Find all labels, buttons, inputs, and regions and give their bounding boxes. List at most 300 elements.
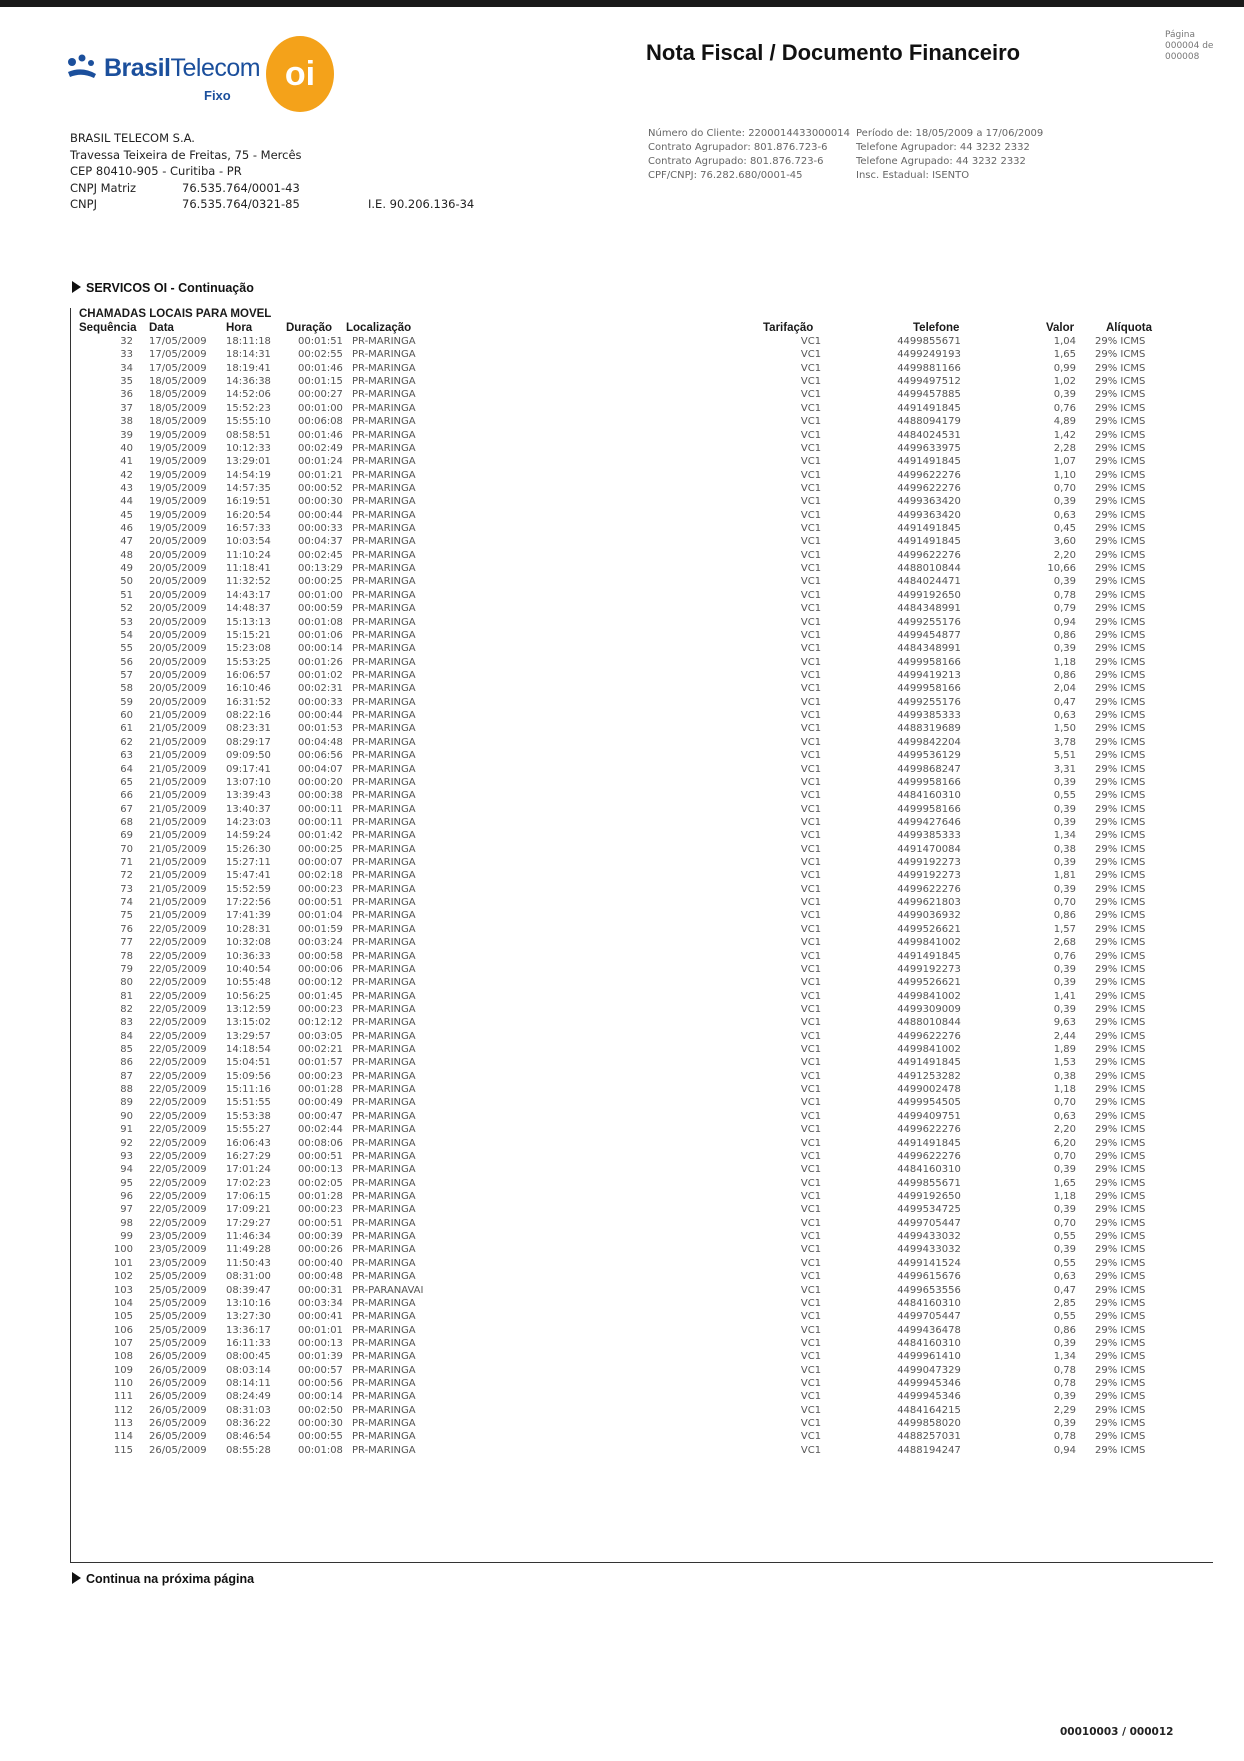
tax-cell: 29% ICMS [1095, 990, 1146, 1002]
tax-cell: 29% ICMS [1095, 496, 1146, 508]
seq-cell: 59 [120, 696, 133, 708]
seq-cell: 63 [120, 750, 133, 762]
tax-cell: 29% ICMS [1095, 1124, 1146, 1136]
duration-cell: 00:02:55 [298, 349, 343, 361]
value-cell: 1,65 [1053, 349, 1076, 361]
date-cell: 18/05/2009 [149, 402, 207, 414]
date-cell: 20/05/2009 [149, 576, 207, 588]
phone-cell: 4491253282 [897, 1070, 961, 1082]
seq-cell: 77 [120, 937, 133, 949]
time-cell: 13:12:59 [226, 1003, 271, 1015]
date-cell: 21/05/2009 [149, 803, 207, 815]
tax-cell: 29% ICMS [1095, 509, 1146, 521]
value-cell: 0,39 [1053, 1164, 1076, 1176]
tax-cell: 29% ICMS [1095, 442, 1146, 454]
seq-cell: 43 [120, 482, 133, 494]
date-cell: 25/05/2009 [149, 1324, 207, 1336]
time-cell: 08:36:22 [226, 1418, 271, 1430]
date-cell: 25/05/2009 [149, 1297, 207, 1309]
table-row [71, 1337, 1213, 1350]
rate-cell: VC1 [800, 870, 822, 882]
seq-cell: 47 [120, 536, 133, 548]
duration-cell: 00:00:23 [298, 1204, 343, 1216]
seq-cell: 102 [113, 1271, 133, 1283]
location-cell: PR-MARINGA [352, 1150, 416, 1162]
time-cell: 08:23:31 [226, 723, 271, 735]
value-cell: 0,63 [1053, 710, 1076, 722]
phone-cell: 4499842204 [897, 736, 961, 748]
tax-cell: 29% ICMS [1095, 1431, 1146, 1443]
date-cell: 26/05/2009 [149, 1444, 207, 1456]
tax-cell: 29% ICMS [1095, 723, 1146, 735]
seq-cell: 55 [120, 643, 133, 655]
value-cell: 0,39 [1053, 883, 1076, 895]
date-cell: 26/05/2009 [149, 1364, 207, 1376]
phone-cell: 4499958166 [897, 656, 961, 668]
duration-cell: 00:02:31 [298, 683, 343, 695]
rate-cell: VC1 [800, 1297, 822, 1309]
time-cell: 18:19:41 [226, 362, 271, 374]
duration-cell: 00:00:20 [298, 776, 343, 788]
header-valor: Valor [1046, 322, 1075, 334]
tax-cell: 29% ICMS [1095, 1364, 1146, 1376]
value-cell: 1,04 [1053, 336, 1076, 347]
phone-cell: 4499961410 [897, 1351, 961, 1363]
value-cell: 1,53 [1053, 1057, 1076, 1069]
duration-cell: 00:01:46 [298, 362, 343, 374]
value-cell: 0,39 [1053, 1204, 1076, 1216]
time-cell: 14:18:54 [226, 1044, 271, 1056]
rate-cell: VC1 [800, 1097, 822, 1109]
date-cell: 26/05/2009 [149, 1378, 207, 1390]
table-row [71, 1430, 1213, 1443]
time-cell: 08:31:00 [226, 1271, 271, 1283]
date-cell: 22/05/2009 [149, 1030, 207, 1042]
value-cell: 0,55 [1053, 790, 1076, 802]
time-cell: 08:14:11 [226, 1378, 271, 1390]
phone-cell: 4499457885 [897, 389, 961, 401]
duration-cell: 00:01:39 [298, 1351, 343, 1363]
location-cell: PR-MARINGA [352, 1204, 416, 1216]
time-cell: 13:39:43 [226, 790, 271, 802]
time-cell: 15:47:41 [226, 870, 271, 882]
date-cell: 21/05/2009 [149, 723, 207, 735]
date-cell: 17/05/2009 [149, 362, 207, 374]
time-cell: 14:48:37 [226, 603, 271, 615]
location-cell: PR-MARINGA [352, 723, 416, 735]
value-cell: 0,39 [1053, 1418, 1076, 1430]
value-cell: 1,81 [1053, 870, 1076, 882]
value-cell: 0,94 [1053, 616, 1076, 628]
phone-cell: 4491491845 [897, 1057, 961, 1069]
value-cell: 0,39 [1053, 1244, 1076, 1256]
seq-cell: 39 [120, 429, 133, 441]
rate-cell: VC1 [800, 1231, 822, 1243]
phone-cell: 4499192273 [897, 857, 961, 869]
location-cell: PR-MARINGA [352, 416, 416, 428]
date-cell: 21/05/2009 [149, 843, 207, 855]
tax-cell: 29% ICMS [1095, 416, 1146, 428]
tax-cell: 29% ICMS [1095, 1324, 1146, 1336]
seq-cell: 78 [120, 950, 133, 962]
duration-cell: 00:00:14 [298, 643, 343, 655]
table-row [71, 616, 1213, 629]
seq-cell: 49 [120, 563, 133, 575]
location-cell: PR-MARINGA [352, 950, 416, 962]
tax-cell: 29% ICMS [1095, 910, 1146, 922]
location-cell: PR-MARINGA [352, 362, 416, 374]
phone-cell: 4499433032 [897, 1231, 961, 1243]
phone-cell: 4488319689 [897, 723, 961, 735]
rate-cell: VC1 [800, 750, 822, 762]
brasil-telecom-logo-icon [64, 52, 100, 88]
location-cell: PR-MARINGA [352, 1271, 416, 1283]
value-cell: 0,47 [1053, 696, 1076, 708]
time-cell: 15:26:30 [226, 843, 271, 855]
time-cell: 10:40:54 [226, 963, 271, 975]
date-cell: 22/05/2009 [149, 1150, 207, 1162]
duration-cell: 00:00:23 [298, 1070, 343, 1082]
duration-cell: 00:01:45 [298, 990, 343, 1002]
tax-cell: 29% ICMS [1095, 1311, 1146, 1323]
location-cell: PR-MARINGA [352, 402, 416, 414]
rate-cell: VC1 [800, 629, 822, 641]
tax-cell: 29% ICMS [1095, 389, 1146, 401]
location-cell: PR-MARINGA [352, 937, 416, 949]
value-cell: 0,55 [1053, 1257, 1076, 1269]
rate-cell: VC1 [800, 723, 822, 735]
table-row [71, 990, 1213, 1003]
location-cell: PR-MARINGA [352, 496, 416, 508]
table-row [71, 843, 1213, 856]
seq-cell: 85 [120, 1044, 133, 1056]
rate-cell: VC1 [800, 429, 822, 441]
tax-cell: 29% ICMS [1095, 643, 1146, 655]
tax-cell: 29% ICMS [1095, 710, 1146, 722]
value-cell: 2,29 [1053, 1404, 1076, 1416]
date-cell: 21/05/2009 [149, 736, 207, 748]
seq-cell: 96 [120, 1191, 133, 1202]
duration-cell: 00:00:33 [298, 523, 343, 535]
seq-cell: 103 [113, 1284, 133, 1296]
duration-cell: 00:00:25 [298, 843, 343, 855]
table-row [71, 869, 1213, 882]
rate-cell: VC1 [800, 1351, 822, 1363]
date-cell: 22/05/2009 [149, 1191, 207, 1202]
seq-cell: 80 [120, 977, 133, 989]
tax-cell: 29% ICMS [1095, 1204, 1146, 1216]
phone-cell: 4499409751 [897, 1110, 961, 1122]
table-row [71, 482, 1213, 495]
value-cell: 1,18 [1053, 1084, 1076, 1096]
time-cell: 10:28:31 [226, 923, 271, 935]
rate-cell: VC1 [800, 1364, 822, 1376]
date-cell: 25/05/2009 [149, 1284, 207, 1296]
time-cell: 11:50:43 [226, 1257, 271, 1269]
duration-cell: 00:01:53 [298, 723, 343, 735]
rate-cell: VC1 [800, 1137, 822, 1149]
value-cell: 1,41 [1053, 990, 1076, 1002]
date-cell: 22/05/2009 [149, 1044, 207, 1056]
location-cell: PR-MARINGA [352, 1124, 416, 1136]
duration-cell: 00:00:26 [298, 1244, 343, 1256]
seq-cell: 65 [120, 776, 133, 788]
tax-cell: 29% ICMS [1095, 750, 1146, 762]
value-cell: 0,39 [1053, 816, 1076, 828]
table-row [71, 1163, 1213, 1176]
value-cell: 6,20 [1053, 1137, 1076, 1149]
phone-cell: 4499526621 [897, 923, 961, 935]
location-cell: PR-MARINGA [352, 1044, 416, 1056]
duration-cell: 00:00:40 [298, 1257, 343, 1269]
tax-cell: 29% ICMS [1095, 937, 1146, 949]
location-cell: PR-MARINGA [352, 1364, 416, 1376]
date-cell: 22/05/2009 [149, 923, 207, 935]
time-cell: 15:55:27 [226, 1124, 271, 1136]
duration-cell: 00:04:07 [298, 763, 343, 775]
duration-cell: 00:06:56 [298, 750, 343, 762]
rate-cell: VC1 [800, 469, 822, 481]
location-cell: PR-MARINGA [352, 456, 416, 468]
location-cell: PR-MARINGA [352, 710, 416, 722]
rate-cell: VC1 [800, 1244, 822, 1256]
location-cell: PR-MARINGA [352, 442, 416, 454]
phone-cell: 4499249193 [897, 349, 961, 361]
rate-cell: VC1 [800, 790, 822, 802]
duration-cell: 00:00:51 [298, 1217, 343, 1229]
time-cell: 10:56:25 [226, 990, 271, 1002]
tax-cell: 29% ICMS [1095, 1337, 1146, 1349]
duration-cell: 00:00:47 [298, 1110, 343, 1122]
duration-cell: 00:00:13 [298, 1164, 343, 1176]
seq-cell: 33 [120, 349, 133, 361]
value-cell: 2,85 [1053, 1297, 1076, 1309]
duration-cell: 00:00:11 [298, 816, 343, 828]
location-cell: PR-MARINGA [352, 563, 416, 575]
phone-cell: 4499427646 [897, 816, 961, 828]
duration-cell: 00:00:55 [298, 1431, 343, 1443]
seq-cell: 86 [120, 1057, 133, 1069]
time-cell: 14:36:38 [226, 376, 271, 388]
value-cell: 0,70 [1053, 1150, 1076, 1162]
time-cell: 17:06:15 [226, 1191, 271, 1202]
location-cell: PR-PARANAVAI [352, 1284, 424, 1296]
phone-cell: 4499653556 [897, 1284, 961, 1296]
time-cell: 15:52:23 [226, 402, 271, 414]
tax-cell: 29% ICMS [1095, 870, 1146, 882]
duration-cell: 00:00:23 [298, 883, 343, 895]
duration-cell: 00:08:06 [298, 1137, 343, 1149]
phone-cell: 4499622276 [897, 469, 961, 481]
date-cell: 18/05/2009 [149, 416, 207, 428]
location-cell: PR-MARINGA [352, 1231, 416, 1243]
location-cell: PR-MARINGA [352, 523, 416, 535]
tax-cell: 29% ICMS [1095, 683, 1146, 695]
table-row [71, 1070, 1213, 1083]
tax-cell: 29% ICMS [1095, 456, 1146, 468]
location-cell: PR-MARINGA [352, 776, 416, 788]
duration-cell: 00:00:39 [298, 1231, 343, 1243]
value-cell: 0,86 [1053, 1324, 1076, 1336]
location-cell: PR-MARINGA [352, 549, 416, 561]
seq-cell: 75 [120, 910, 133, 922]
time-cell: 15:13:13 [226, 616, 271, 628]
date-cell: 22/05/2009 [149, 950, 207, 962]
rate-cell: VC1 [800, 776, 822, 788]
time-cell: 15:15:21 [226, 629, 271, 641]
value-cell: 0,55 [1053, 1311, 1076, 1323]
time-cell: 11:10:24 [226, 549, 271, 561]
date-cell: 20/05/2009 [149, 683, 207, 695]
table-row [71, 642, 1213, 655]
date-cell: 20/05/2009 [149, 669, 207, 681]
table-caption: CHAMADAS LOCAIS PARA MOVEL [79, 308, 272, 320]
time-cell: 08:31:03 [226, 1404, 271, 1416]
table-row [71, 816, 1213, 829]
seq-cell: 87 [120, 1070, 133, 1082]
seq-cell: 91 [120, 1124, 133, 1136]
duration-cell: 00:02:45 [298, 549, 343, 561]
date-cell: 22/05/2009 [149, 1017, 207, 1029]
value-cell: 1,34 [1053, 1351, 1076, 1363]
value-cell: 4,89 [1053, 416, 1076, 428]
seq-cell: 64 [120, 763, 133, 775]
seq-cell: 45 [120, 509, 133, 521]
tax-cell: 29% ICMS [1095, 629, 1146, 641]
date-cell: 20/05/2009 [149, 549, 207, 561]
value-cell: 9,63 [1053, 1017, 1076, 1029]
duration-cell: 00:00:38 [298, 790, 343, 802]
rate-cell: VC1 [800, 1204, 822, 1216]
location-cell: PR-MARINGA [352, 1337, 416, 1349]
location-cell: PR-MARINGA [352, 1110, 416, 1122]
company-info: BRASIL TELECOM S.A. Travessa Teixeira de Freitas, 75 - Mercês CEP 80410-905 - Curitiba - PR CNPJ Matriz 76.535.764/0001-43 CNPJ 76.535.764/0321-85 I.E. 90.206.136-34 [70, 131, 475, 211]
value-cell: 0,86 [1053, 910, 1076, 922]
duration-cell: 00:01:42 [298, 830, 343, 842]
table-row [71, 1230, 1213, 1243]
date-cell: 19/05/2009 [149, 469, 207, 481]
table-row [71, 1137, 1213, 1150]
table-header [71, 322, 1213, 336]
duration-cell: 00:01:24 [298, 456, 343, 468]
duration-cell: 00:01:08 [298, 616, 343, 628]
date-cell: 21/05/2009 [149, 790, 207, 802]
time-cell: 08:29:17 [226, 736, 271, 748]
date-cell: 22/05/2009 [149, 1217, 207, 1229]
table-row [71, 629, 1213, 642]
location-cell: PR-MARINGA [352, 1418, 416, 1430]
location-cell: PR-MARINGA [352, 1404, 416, 1416]
location-cell: PR-MARINGA [352, 816, 416, 828]
rate-cell: VC1 [800, 482, 822, 494]
table-row [71, 442, 1213, 455]
phone-cell: 4499958166 [897, 683, 961, 695]
time-cell: 08:03:14 [226, 1364, 271, 1376]
tax-cell: 29% ICMS [1095, 857, 1146, 869]
seq-cell: 106 [113, 1324, 133, 1336]
time-cell: 08:24:49 [226, 1391, 271, 1403]
top-border [0, 0, 1244, 7]
value-cell: 0,39 [1053, 776, 1076, 788]
date-cell: 22/05/2009 [149, 1124, 207, 1136]
tax-cell: 29% ICMS [1095, 897, 1146, 909]
seq-cell: 60 [120, 710, 133, 722]
phone-cell: 4499615676 [897, 1271, 961, 1283]
table-row [71, 495, 1213, 508]
phone-cell: 4491470084 [897, 843, 961, 855]
seq-cell: 79 [120, 963, 133, 975]
duration-cell: 00:01:00 [298, 589, 343, 601]
rate-cell: VC1 [800, 803, 822, 815]
rate-cell: VC1 [800, 990, 822, 1002]
duration-cell: 00:00:59 [298, 603, 343, 615]
value-cell: 0,86 [1053, 669, 1076, 681]
location-cell: PR-MARINGA [352, 1391, 416, 1403]
table-body [71, 335, 1213, 1457]
value-cell: 2,44 [1053, 1030, 1076, 1042]
time-cell: 09:09:50 [226, 750, 271, 762]
location-cell: PR-MARINGA [352, 1137, 416, 1149]
location-cell: PR-MARINGA [352, 1257, 416, 1269]
tax-cell: 29% ICMS [1095, 1017, 1146, 1029]
seq-cell: 98 [120, 1217, 133, 1229]
time-cell: 15:23:08 [226, 643, 271, 655]
date-cell: 20/05/2009 [149, 589, 207, 601]
rate-cell: VC1 [800, 1404, 822, 1416]
phone-cell: 4499141524 [897, 1257, 961, 1269]
seq-cell: 54 [120, 629, 133, 641]
duration-cell: 00:01:15 [298, 376, 343, 388]
time-cell: 15:53:25 [226, 656, 271, 668]
seq-cell: 113 [113, 1418, 133, 1430]
phone-cell: 4499633975 [897, 442, 961, 454]
seq-cell: 110 [113, 1378, 133, 1390]
phone-cell: 4499841002 [897, 1044, 961, 1056]
brand-logo [64, 36, 344, 116]
tax-cell: 29% ICMS [1095, 1084, 1146, 1096]
phone-cell: 4499841002 [897, 937, 961, 949]
table-row [71, 1404, 1213, 1417]
location-cell: PR-MARINGA [352, 336, 416, 347]
table-row [71, 1150, 1213, 1163]
time-cell: 14:57:35 [226, 482, 271, 494]
seq-cell: 57 [120, 669, 133, 681]
value-cell: 0,55 [1053, 1231, 1076, 1243]
rate-cell: VC1 [800, 1070, 822, 1082]
date-cell: 22/05/2009 [149, 1177, 207, 1189]
phone-cell: 4484164215 [897, 1404, 961, 1416]
seq-cell: 109 [113, 1364, 133, 1376]
time-cell: 15:51:55 [226, 1097, 271, 1109]
rate-cell: VC1 [800, 509, 822, 521]
tax-cell: 29% ICMS [1095, 616, 1146, 628]
seq-cell: 74 [120, 897, 133, 909]
rate-cell: VC1 [800, 362, 822, 374]
duration-cell: 00:04:37 [298, 536, 343, 548]
tax-cell: 29% ICMS [1095, 536, 1146, 548]
table-row [71, 1270, 1213, 1283]
table-row [71, 1444, 1213, 1457]
value-cell: 2,20 [1053, 1124, 1076, 1136]
table-row [71, 1177, 1213, 1190]
brand-sub: Fixo [204, 88, 231, 103]
rate-cell: VC1 [800, 656, 822, 668]
seq-cell: 67 [120, 803, 133, 815]
tax-cell: 29% ICMS [1095, 963, 1146, 975]
value-cell: 0,94 [1053, 1444, 1076, 1456]
location-cell: PR-MARINGA [352, 870, 416, 882]
value-cell: 0,86 [1053, 629, 1076, 641]
